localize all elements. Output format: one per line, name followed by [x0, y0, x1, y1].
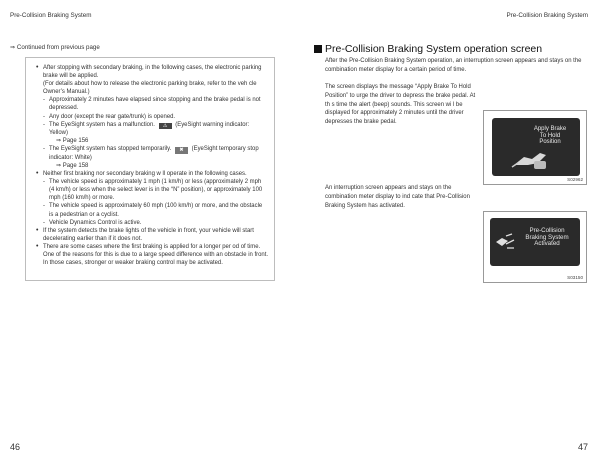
section-title: Pre-Collision Braking System operation screen	[314, 43, 542, 55]
eyesight-temporary-stop-icon: ✖	[175, 147, 188, 154]
sub-item: - The EyeSight system has a malfunction. ⚠ (EyeSight warning indicator: Yellow)	[36, 121, 268, 138]
screen-message: Apply Brake To Hold Position	[533, 126, 567, 146]
meter-display	[492, 118, 580, 176]
sub-item: - The vehicle speed is approximately 60 mph (100 km/h) or more, and the obstacle is a pedestrian or a cyclist.	[36, 202, 268, 218]
figure-code: S03150	[567, 275, 583, 280]
page-number-left: 46	[10, 442, 21, 452]
collision-car-icon	[494, 232, 516, 252]
bullet-item: • Neither first braking nor secondary braking w ll operate in the following cases.	[36, 170, 268, 178]
brake-pedal-foot-icon	[510, 147, 552, 173]
intro-paragraph: After the Pre-Collision Braking System operation, an interruption screen appears and stays on the combination meter display for a certain period of time.	[325, 58, 582, 73]
sub-item: - Vehicle Dynamics Control is active.	[36, 219, 268, 227]
eyesight-warning-icon: ⚠	[159, 123, 172, 130]
sub-item: - Any door (except the rear gate/trunk) is opened.	[36, 113, 268, 121]
apply-brake-paragraph: The screen displays the message “Apply Brake To Hold Position” to urge the driver to depress the brake pedal. At th s time the alert (beep) sounds. This screen wi l be displayed for approximately 2 minutes until the driver depresses the brake pedal.	[325, 84, 476, 126]
activated-screen-figure	[483, 211, 587, 283]
page-reference: ⇒ Page 156	[56, 138, 89, 145]
sub-item: - The vehicle speed is approximately 1 mph (1 km/h) or less (approximately 2 mph (4 km/h) or less when the select lever is in the “N” position), or approximately 100 mph (160 km/h) or more.	[36, 178, 268, 202]
figure-code: S02962	[567, 177, 583, 182]
notes-box	[25, 57, 275, 281]
sub-item: - The EyeSight system has stopped temporarily. ✖ (EyeSight temporary stop indicator: White)	[36, 145, 268, 162]
bullet-item: • If the system detects the brake lights of the vehicle in front, your vehicle will start decelerating earlier than if it does not.	[36, 227, 268, 243]
running-header-left: Pre-Collision Braking System	[10, 12, 92, 19]
apply-brake-screen-figure	[483, 110, 587, 185]
activated-paragraph: An interruption screen appears and stays on the combination meter display to ind cate that Pre-Collision Braking System has activated.	[325, 185, 470, 209]
screen-message: Pre-Collision Braking System Activated	[525, 227, 569, 248]
bullet-item: • There are some cases where the first braking is applied for a longer per od of time. One of the reasons for this is due to a large speed difference with an obstacle in front. In those cases, stronger or weaker braking control may be activated.	[36, 243, 268, 267]
sub-item: - Approximately 2 minutes have elapsed since stopping and the brake pedal is not depressed.	[36, 96, 268, 112]
page-reference: ⇒ Page 158	[56, 162, 89, 169]
meter-display	[490, 218, 580, 266]
page-number-right: 47	[577, 442, 588, 452]
continued-note: ⇒ Continued from previous page	[10, 44, 100, 51]
running-header-right: Pre-Collision Braking System	[506, 12, 588, 19]
bullet-item: • After stopping with secondary braking, in the following cases, the electronic parking brake will be applied. (For details about how to release the electronic parking brake, refer to the veh cle Owner’s Manual.)	[36, 64, 268, 96]
square-bullet-icon	[314, 45, 322, 53]
